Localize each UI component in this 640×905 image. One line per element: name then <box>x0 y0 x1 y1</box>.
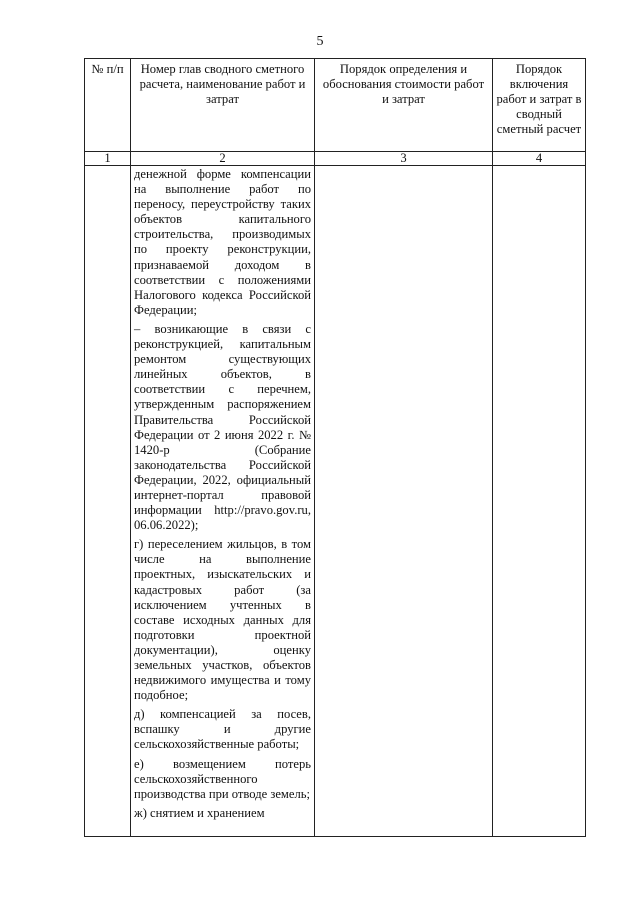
cell-number <box>85 166 131 837</box>
cell-cost-method <box>315 166 493 837</box>
page-number: 5 <box>316 34 324 49</box>
column-number: 3 <box>315 152 493 166</box>
table-row <box>85 166 586 837</box>
list-item: – возникающие в связи с реконструкцией, капитальным ремонтом существующих линейных объектов, в соответствии с перечнем, утвержденным распоряжением Правительства Российской Федерации от 2 июня 2022 г. № 1420-р (Собрание законодательства Российской Федерации, 2022, официальный интернет-портал правовой информации http://pravo.gov.ru, 06.06.2022); <box>134 321 311 533</box>
cost-table <box>84 58 586 837</box>
header-chapter-name: Номер глав сводного сметного расчета, наименование работ и затрат <box>131 59 315 152</box>
list-item: ж) снятием и хранением <box>134 805 265 820</box>
cell-chapter-text <box>131 166 315 837</box>
header-cost-method: Порядок определения и обоснования стоимости работ и затрат <box>315 59 493 152</box>
column-number-row <box>85 152 586 166</box>
list-item: е) возмещением потерь сельскохозяйственного производства при отводе земель; <box>134 756 311 801</box>
column-number: 1 <box>85 152 131 166</box>
header-number: № п/п <box>85 59 131 152</box>
table-header-row <box>85 59 586 152</box>
list-item: д) компенсацией за посев, вспашку и другие сельскохозяйственные работы; <box>134 707 311 752</box>
column-number: 2 <box>131 152 315 166</box>
header-inclusion-order: Порядок включения работ и затрат в сводный сметный расчет <box>493 59 586 152</box>
column-number: 4 <box>493 152 586 166</box>
list-item: денежной форме компенсации на выполнение работ по переносу, переустройству таких объектов капитального строительства, производимых по проекту реконструкции, признаваемой доходом в соответствии с положениями Налогового кодекса Российской Федерации; <box>134 167 311 317</box>
list-item: г) переселением жильцов, в том числе на выполнение проектных, изыскательских и кадастровых работ (за исключением учтенных в составе исходных данных для подготовки проектной документации), оценку земельных участков, объектов недвижимого имущества и тому подобное; <box>134 537 311 703</box>
cell-inclusion-order <box>493 166 586 837</box>
